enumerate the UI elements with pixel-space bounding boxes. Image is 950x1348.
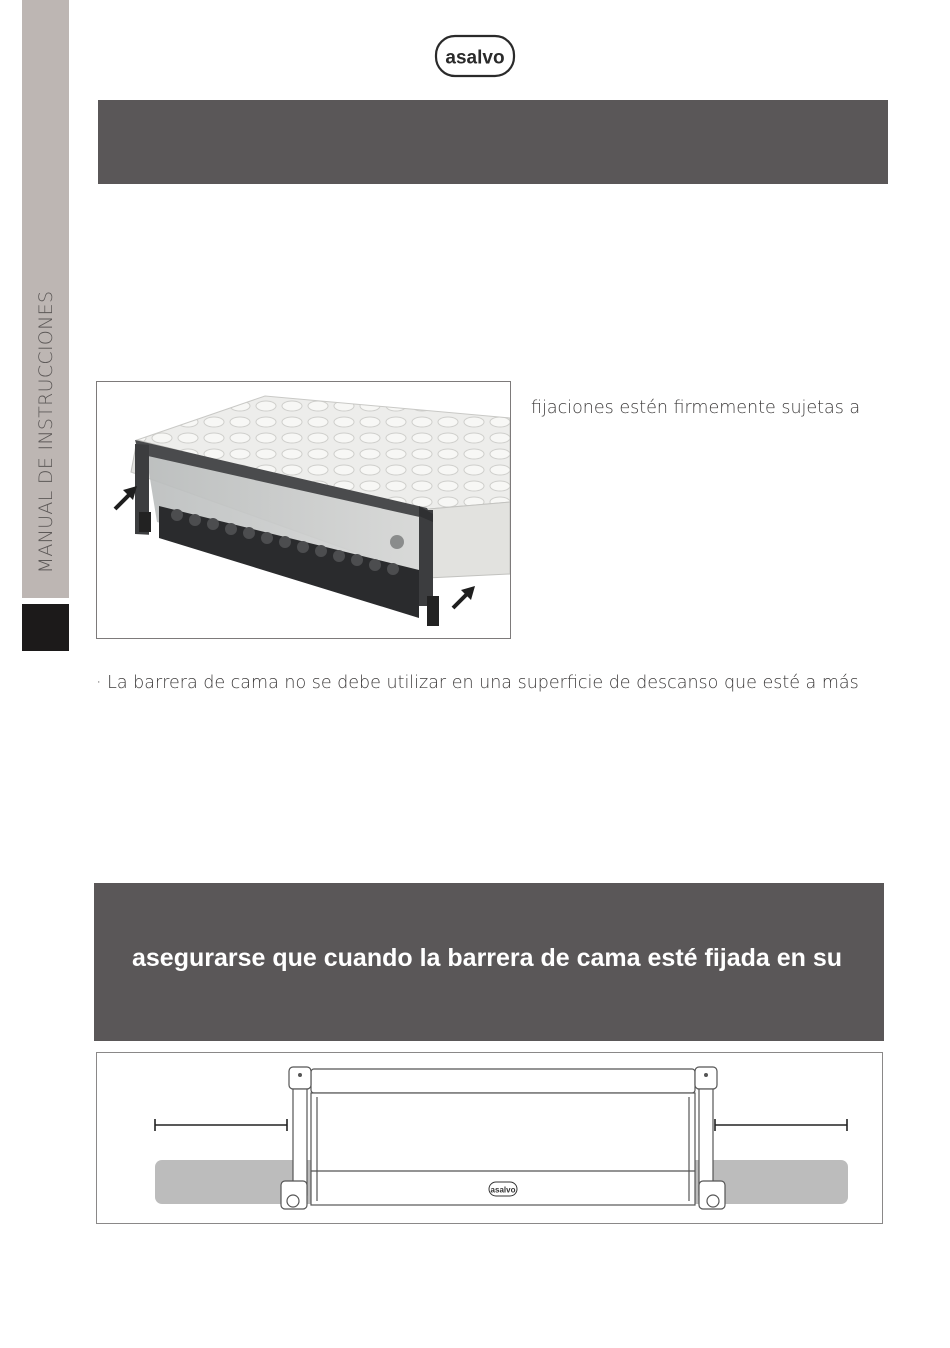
fixing-instruction-text: fijaciones estén firmemente sujetas a	[531, 398, 861, 418]
bed-rail-front-view	[97, 1053, 882, 1223]
sidebar-page-marker	[22, 604, 69, 651]
logo-text: asalvo	[445, 47, 505, 69]
height-warning-text: · La barrera de cama no se debe utilizar en una superficie de descanso que esté a más	[96, 673, 859, 693]
diagram-logo-text: asalvo	[490, 1185, 516, 1195]
bed-rail-diagram	[96, 1052, 883, 1224]
dimension-left	[155, 1119, 287, 1131]
arrow-icon	[453, 586, 475, 608]
arrow-icon	[115, 486, 137, 509]
sidebar-label: MANUAL DE INSTRUCCIONES	[35, 290, 57, 574]
section-header-banner	[98, 100, 888, 184]
asalvo-logo	[434, 34, 516, 78]
dimension-right	[715, 1119, 847, 1131]
warning-banner-text: asegurarse que cuando la barrera de cama esté fijada en su	[132, 944, 843, 972]
bed-rail-photo	[96, 381, 511, 639]
bed-rail-illustration	[97, 382, 510, 638]
